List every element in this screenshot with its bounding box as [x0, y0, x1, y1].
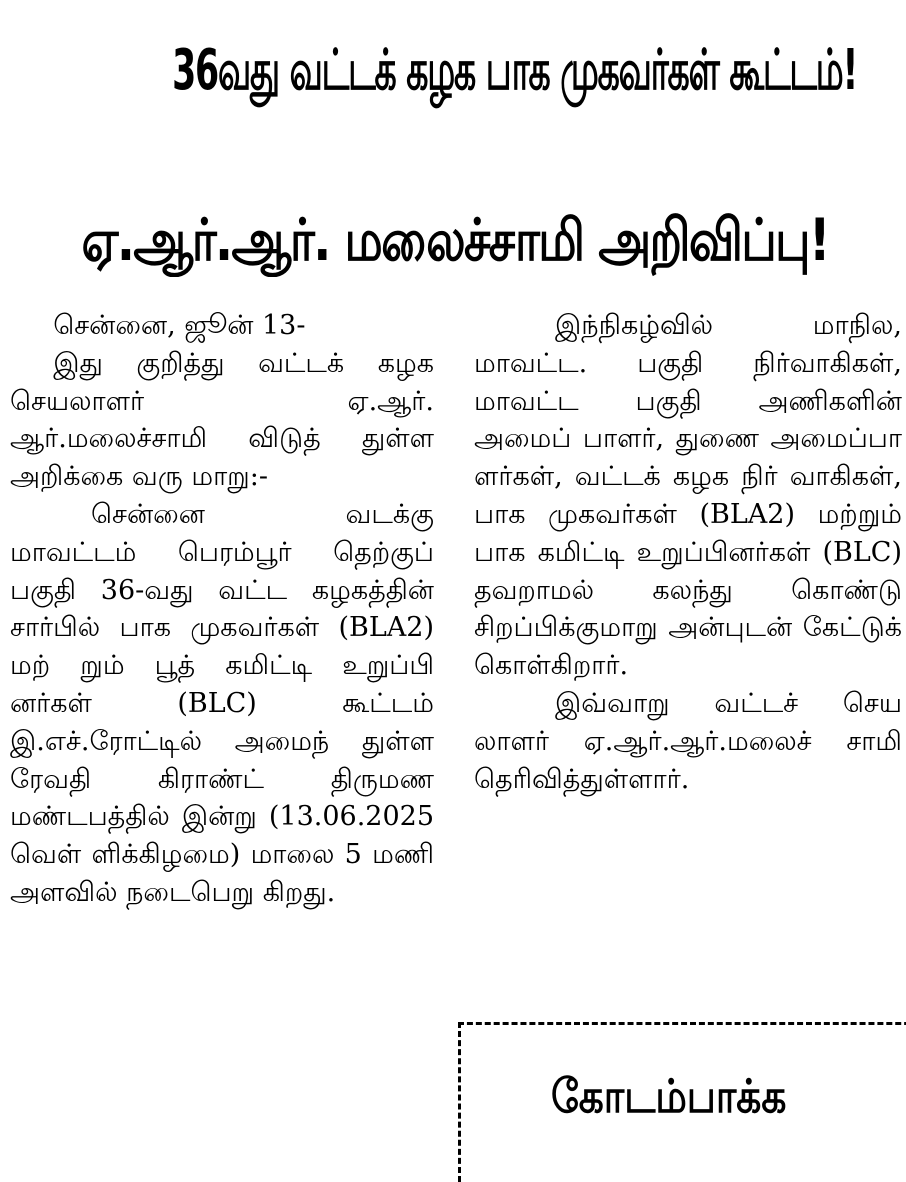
- article-paragraph: சென்னை வடக்கு மாவட்டம் பெரம்பூர் தெற்குப் பகுதி 36-வது வட்ட கழகத்தின் சார்பில் பாக முகவர்கள் (BLA2) மற் றும் பூத் கமிட்டி உறுப்பி னர்கள் (BLC) கூட்டம் இ.எச்.ரோட்டில் அமைந் துள்ள ரேவதி கிராண்ட் திருமண மண்டபத்தில் இன்று (13.06.2025 வெள் ளிக்கிழமை) மாலை 5 மணி அளவில் நடைபெறு கிறது.: [10, 498, 434, 908]
- article-paragraph: இவ்வாறு வட்டச் செய லாளர் ஏ.ஆர்.ஆர்.மலைச் சாமி தெரிவித்துள்ளார்.: [474, 687, 902, 795]
- article-column-right: [474, 307, 902, 798]
- next-article-title: கோடம்பாக்க: [551, 1069, 787, 1123]
- article-column-left: [10, 307, 434, 912]
- headline-main: 36வது வட்டக் கழக பாக முகவர்கள் கூட்டம்!: [172, 38, 858, 103]
- article-paragraph: இந்நிகழ்வில் மாநில, மாவட்ட. பகுதி நிர்வாகிகள், மாவட்ட பகுதி அணிகளின் அமைப் பாளர், துணை அமைப்பா ளர்கள், வட்டக் கழக நிர் வாகிகள், பாக முகவர்கள் (BLA2) மற்றும் பாக கமிட்டி உறுப்பினர்கள் (BLC) தவறாமல் கலந்து கொண்டு சிறப்பிக்குமாறு அன்புடன் கேட்டுக் கொள்கிறார்.: [474, 310, 902, 682]
- dateline: சென்னை, ஜூன் 13-: [53, 310, 306, 341]
- article-paragraph: இது குறித்து வட்டக் கழக செயலாளர் ஏ.ஆர். ஆர்.மலைச்சாமி விடுத் துள்ள அறிக்கை வரு மாறு:-: [10, 347, 434, 493]
- headline-sub: ஏ.ஆர்.ஆர். மலைச்சாமி அறிவிப்பு!: [81, 206, 829, 274]
- next-article-box: [458, 1022, 906, 1182]
